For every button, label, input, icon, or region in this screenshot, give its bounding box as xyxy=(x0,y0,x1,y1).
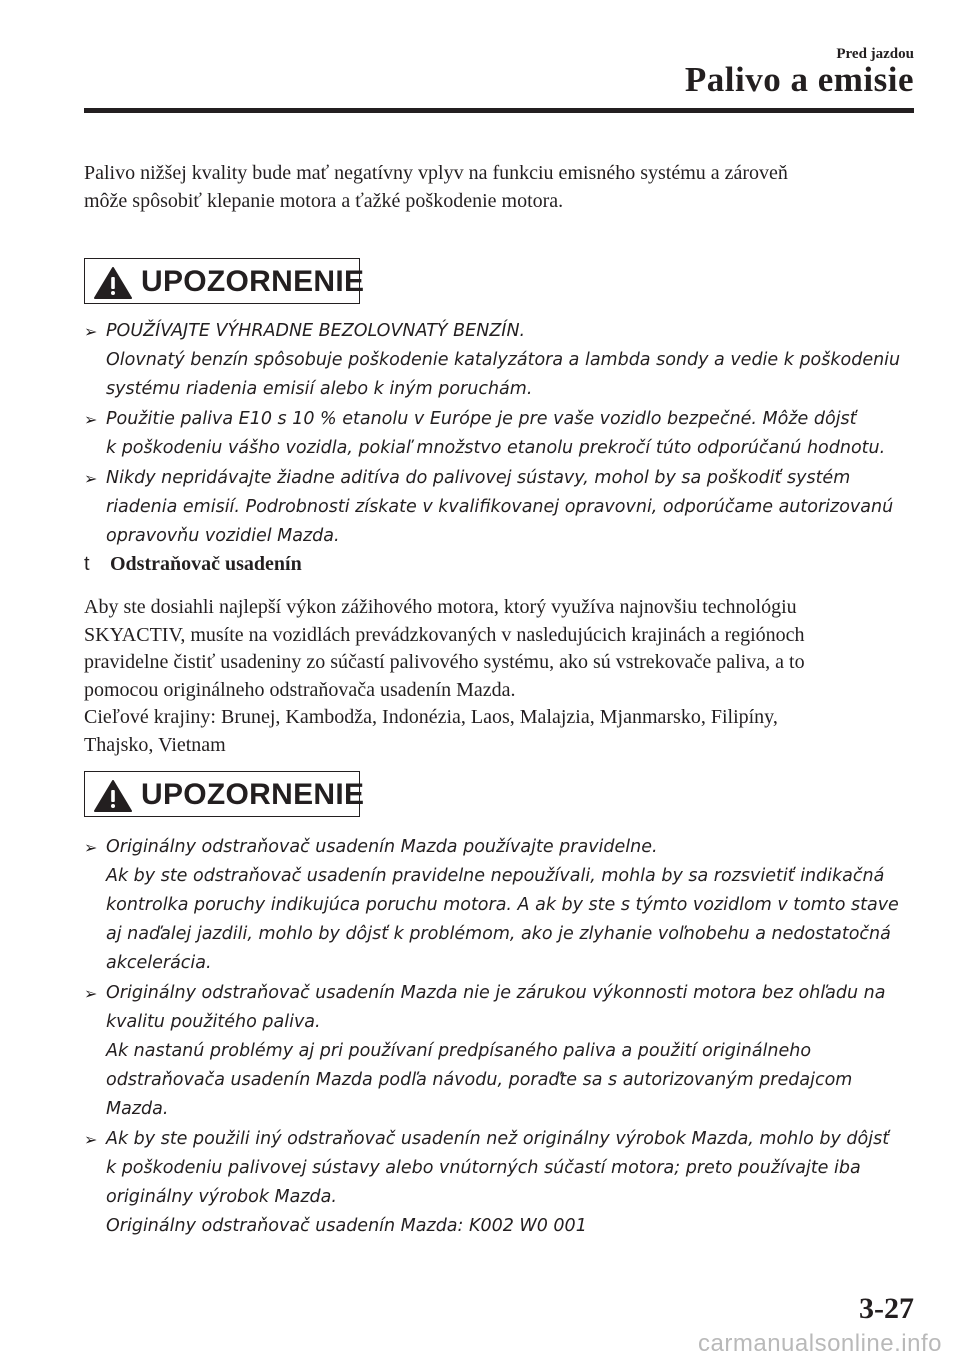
arrow-bullet-icon: ➢ xyxy=(84,322,98,341)
arrow-bullet-icon: ➢ xyxy=(84,838,98,857)
warning-list xyxy=(84,833,924,1242)
warning-item-line: kvalitu použitého paliva. xyxy=(106,1012,321,1032)
warning-item-line: opravovňu vozidiel Mazda. xyxy=(106,526,340,546)
warning-item-line: Ak by ste použili iný odstraňovač usadenín než originálny výrobok Mazda, mohlo by dôjsť xyxy=(106,1129,890,1149)
warning-item-line: k poškodeniu vášho vozidla, pokiaľ množstvo etanolu prekročí túto odporúčanú hodnotu. xyxy=(106,438,886,458)
warning-item-line: POUŽÍVAJTE VÝHRADNE BEZOLOVNATÝ BENZÍN. xyxy=(106,321,526,341)
warning-item-line: Ak nastanú problémy aj pri používaní predpísaného paliva a použití originálneho xyxy=(106,1041,812,1061)
warning-item-line: akcelerácia. xyxy=(106,953,212,973)
header-section-label: Pred jazdou xyxy=(836,46,914,62)
warning-item xyxy=(84,464,924,551)
warning-item xyxy=(84,833,924,978)
warning-item-line: k poškodeniu palivovej sústavy alebo vnútorných súčastí motora; preto používajte iba xyxy=(106,1158,861,1178)
body-line: SKYACTIV, musíte na vozidlách prevádzkovaných v nasledujúcich krajinách a regiónoch xyxy=(84,623,805,646)
body-line: pravidelne čistiť usadeniny zo súčastí palivového systému, ako sú vstrekovače paliva, a to xyxy=(84,651,805,673)
warning-item-line: Originálny odstraňovač usadenín Mazda nie je zárukou výkonnosti motora bez ohľadu na xyxy=(106,983,886,1003)
warning-item-line: Originálny odstraňovač usadenín Mazda používajte pravidelne. xyxy=(106,837,658,857)
warning-item-line: systému riadenia emisií alebo k iným poruchám. xyxy=(106,379,533,399)
warning-item-line: Ak by ste odstraňovač usadenín pravidelne nepoužívali, mohla by sa rozsvietiť indikačná xyxy=(106,866,885,886)
warning-triangle-icon xyxy=(93,266,133,300)
body-line: pomocou originálneho odstraňovača usadenín Mazda. xyxy=(84,678,516,701)
section-title: Odstraňovač usadenín xyxy=(110,553,302,575)
intro-line: Palivo nižšej kvality bude mať negatívny vplyv na funkciu emisného systému a zároveň xyxy=(84,162,788,184)
warning-item-line: Nikdy nepridávajte žiadne aditíva do palivovej sústavy, mohol by sa poškodiť systém xyxy=(106,468,851,488)
intro-paragraph xyxy=(84,160,924,215)
page-title: Palivo a emisie xyxy=(684,60,914,99)
watermark: carmanualsonline.info xyxy=(698,1330,942,1357)
warning-item-line: riadenia emisií. Podrobnosti získate v kvalifikovanej opravovni, odporúčame autorizovanú xyxy=(106,497,894,517)
section-heading xyxy=(84,553,684,576)
warning-label: UPOZORNENIE xyxy=(141,778,365,811)
warning-item-line: Originálny odstraňovač usadenín Mazda: K002 W0 001 xyxy=(106,1216,587,1236)
body-line: Thajsko, Vietnam xyxy=(84,733,226,756)
warning-item-line: Použitie paliva E10 s 10 % etanolu v Európe je pre vaše vozidlo bezpečné. Môže dôjsť xyxy=(106,409,857,429)
warning-box xyxy=(84,771,365,817)
body-paragraph xyxy=(84,594,924,759)
warning-item xyxy=(84,405,924,463)
warning-item-line: Mazda. xyxy=(106,1099,169,1119)
warning-item xyxy=(84,1125,924,1241)
arrow-bullet-icon: ➢ xyxy=(84,1130,98,1149)
intro-line: môže spôsobiť klepanie motora a ťažké poškodenie motora. xyxy=(84,189,564,212)
warning-item-line: odstraňovača usadenín Mazda podľa návodu, poraďte sa s autorizovaným predajcom xyxy=(106,1070,853,1090)
body-line: Aby ste dosiahli najlepší výkon zážihového motora, ktorý využíva najnovšiu technológiu xyxy=(84,596,797,618)
warning-item xyxy=(84,979,924,1124)
arrow-bullet-icon: ➢ xyxy=(84,984,98,1003)
warning-item-line: kontrolka poruchy indikujúca poruchu motora. A ak by ste s týmto vozidlom v tomto stave xyxy=(106,895,899,915)
warning-item-line: aj naďalej jazdili, mohlo by dôjsť k problémom, ako je zlyhanie voľnobehu a nedostatočná xyxy=(106,924,891,944)
arrow-bullet-icon: ➢ xyxy=(84,469,98,488)
header-divider xyxy=(84,108,914,113)
arrow-bullet-icon: ➢ xyxy=(84,410,98,429)
warning-item-line: originálny výrobok Mazda. xyxy=(106,1187,337,1207)
warning-item xyxy=(84,317,924,404)
page-number: 3-27 xyxy=(859,1292,914,1325)
warning-label: UPOZORNENIE xyxy=(141,265,365,298)
warning-triangle-icon xyxy=(93,779,133,813)
warning-item-line: Olovnatý benzín spôsobuje poškodenie katalyzátora a lambda sondy a vedie k poškodeniu xyxy=(106,350,901,370)
warning-list xyxy=(84,317,924,552)
warning-box xyxy=(84,258,365,304)
section-marker: t xyxy=(84,553,90,575)
body-line: Cieľové krajiny: Brunej, Kambodža, Indonézia, Laos, Malajzia, Mjanmarsko, Filipíny, xyxy=(84,706,778,728)
